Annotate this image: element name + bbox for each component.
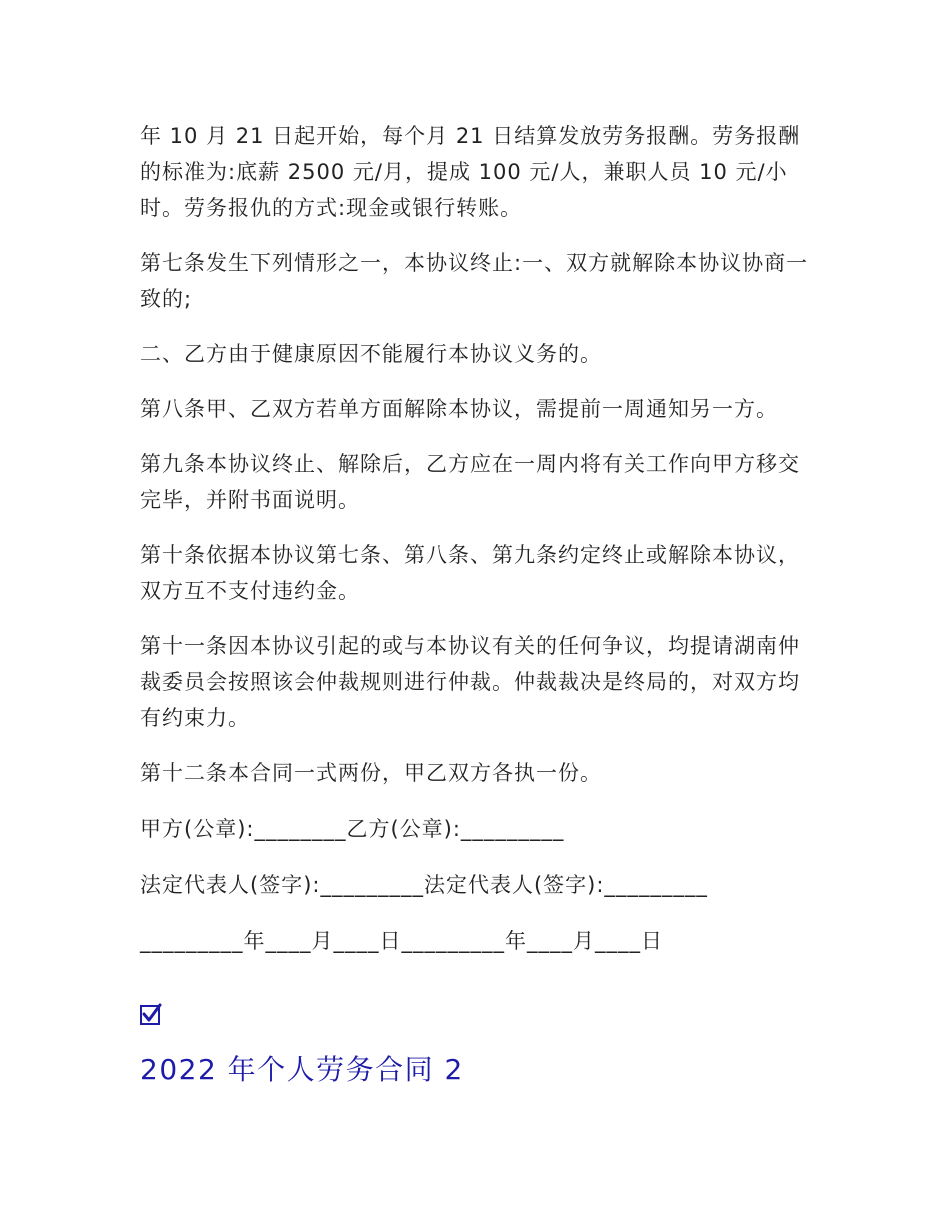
signature-seal-line: 甲方(公章):________乙方(公章):_________ <box>140 817 565 841</box>
next-contract-heading: 2022 年个人劳务合同 2 <box>140 1053 464 1086</box>
contract-body <box>140 118 820 978</box>
checkbox-checked-icon <box>140 1003 162 1025</box>
signature-date-line: _________年____月____日_________年____月____日 <box>140 929 663 953</box>
signature-representative-line: 法定代表人(签字):_________法定代表人(签字):_________ <box>140 873 708 897</box>
paragraph-article-9: 第九条本协议终止、解除后，乙方应在一周内将有关工作向甲方移交完毕，并附书面说明。 <box>140 452 800 512</box>
paragraph-article-12: 第十二条本合同一式两份，甲乙双方各执一份。 <box>140 761 602 785</box>
paragraph-article-7: 第七条发生下列情形之一，本协议终止:一、双方就解除本协议协商一致的; <box>140 251 809 311</box>
paragraph-article-7-item-2: 二、乙方由于健康原因不能履行本协议义务的。 <box>140 342 602 366</box>
paragraph-article-8: 第八条甲、乙双方若单方面解除本协议，需提前一周通知另一方。 <box>140 397 778 421</box>
paragraph-article-11: 第十一条因本协议引起的或与本协议有关的任何争议，均提请湖南仲裁委员会按照该会仲裁规则进行仲裁。仲裁裁决是终局的，对双方均有约束力。 <box>140 634 800 730</box>
paragraph-remuneration: 年 10 月 21 日起开始，每个月 21 日结算发放劳务报酬。劳务报酬的标准为:底薪 2500 元/月，提成 100 元/人，兼职人员 10 元/小时。劳务报仇的方式:现金或银行转账。 <box>140 124 801 220</box>
paragraph-article-10: 第十条依据本协议第七条、第八条、第九条约定终止或解除本协议，双方互不支付违约金。 <box>140 543 800 603</box>
